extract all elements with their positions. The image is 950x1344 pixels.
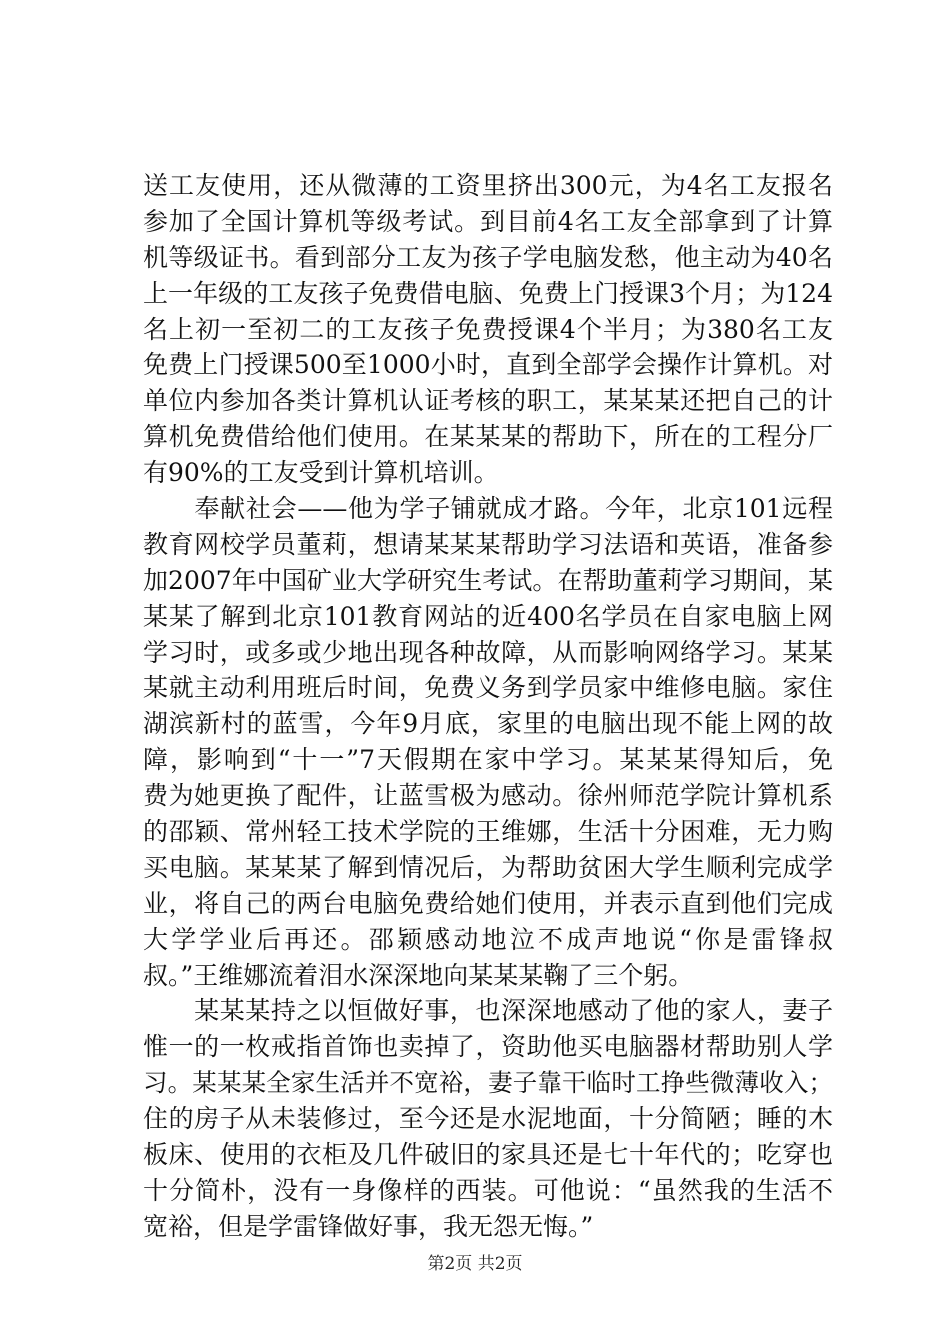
text-line: 湖滨新村的蓝雪，今年9月底，家里的电脑出现不能上网的故: [143, 709, 833, 739]
body-text: [143, 168, 833, 1245]
text-line: 送工友使用，还从微薄的工资里挤出300元，为4名工友报名: [143, 171, 833, 200]
text-line: 免费上门授课500至1000小时，直到全部学会操作计算机。对: [143, 350, 833, 380]
text-line: 业，将自己的两台电脑免费给她们使用，并表示直到他们完成: [143, 888, 833, 918]
text-line: 某就主动利用班后时间，免费义务到学员家中维修电脑。家住: [143, 673, 833, 703]
text-line: 买电脑。某某某了解到情况后，为帮助贫困大学生顺利完成学: [143, 852, 833, 882]
text-line: 有90%的工友受到计算机培训。: [143, 458, 499, 488]
text-line: 参加了全国计算机等级考试。到目前4名工友全部拿到了计算: [143, 206, 833, 236]
text-line: 加2007年中国矿业大学研究生考试。在帮助董莉学习期间，某: [143, 565, 833, 595]
text-line: 算机免费借给他们使用。在某某某的帮助下，所在的工程分厂: [143, 422, 833, 452]
text-line: 板床、使用的衣柜及几件破旧的家具还是七十年代的；吃穿也: [143, 1140, 833, 1170]
text-line: 单位内参加各类计算机认证考核的职工，某某某还把自己的计: [143, 386, 833, 416]
text-line: 十分简朴，没有一身像样的西装。可他说：“虽然我的生活不: [143, 1175, 833, 1205]
text-line: 的邵颖、常州轻工技术学院的王维娜，生活十分困难，无力购: [143, 817, 833, 847]
text-line: 费为她更换了配件，让蓝雪极为感动。徐州师范学院计算机系: [143, 781, 833, 811]
text-line: 叔。”王维娜流着泪水深深地向某某某鞠了三个躬。: [143, 960, 694, 990]
text-line: 大学学业后再还。邵颖感动地泣不成声地说“你是雷锋叔: [143, 924, 833, 954]
text-line: 名上初一至初二的工友孩子免费授课4个半月；为380名工友: [143, 314, 833, 344]
text-line: 机等级证书。看到部分工友为孩子学电脑发愁，他主动为40名: [143, 242, 833, 272]
text-line: 住的房子从未装修过，至今还是水泥地面，十分简陋；睡的木: [143, 1104, 833, 1134]
page-footer: 第2页 共2页: [427, 1254, 523, 1274]
text-line: 惟一的一枚戒指首饰也卖掉了，资助他买电脑器材帮助别人学: [143, 1032, 833, 1062]
text-line: 宽裕，但是学雷锋做好事，我无怨无悔。”: [143, 1211, 594, 1241]
text-line: 障，影响到“十一”7天假期在家中学习。某某某得知后，免: [143, 745, 833, 775]
text-line: 习。某某某全家生活并不宽裕，妻子靠干临时工挣些微薄收入；: [143, 1068, 833, 1098]
text-line: 某某了解到北京101教育网站的近400名学员在自家电脑上网: [143, 601, 833, 631]
text-line: 某某某持之以恒做好事，也深深地感动了他的家人，妻子: [143, 996, 833, 1026]
text-line: 学习时，或多或少地出现各种故障，从而影响网络学习。某某: [143, 637, 833, 667]
text-line: 教育网校学员董莉，想请某某某帮助学习法语和英语，准备参: [143, 529, 833, 559]
text-line: 奉献社会——他为学子铺就成才路。今年，北京101远程: [143, 494, 833, 524]
text-line: 上一年级的工友孩子免费借电脑、免费上门授课3个月；为124: [143, 278, 833, 308]
